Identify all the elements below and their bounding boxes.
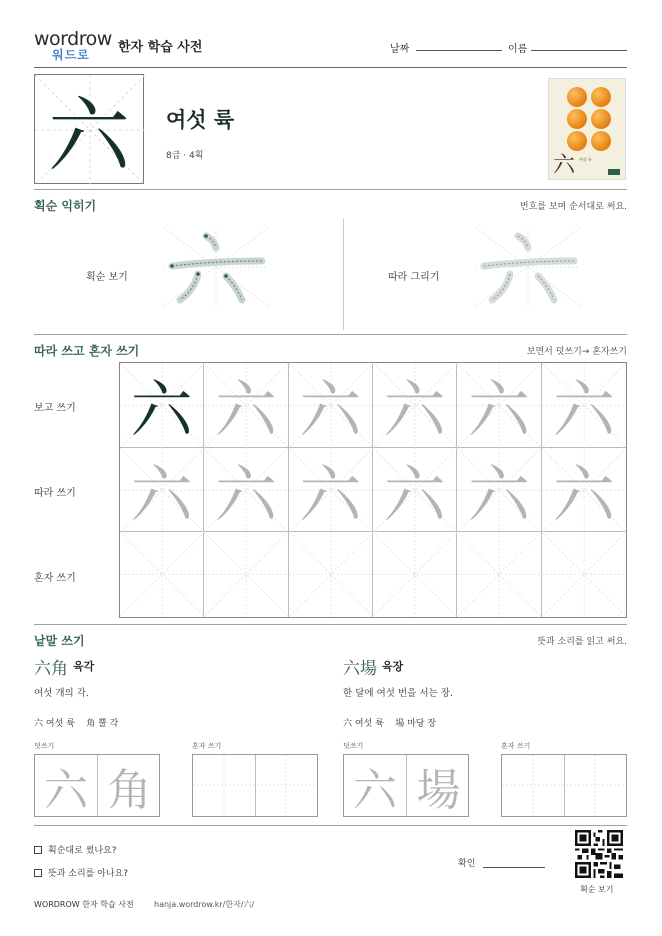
orange-icon: [591, 131, 611, 151]
guide-lines: [542, 532, 626, 617]
vocab-components: 六 여섯 륙 角 뿔 각: [34, 719, 119, 729]
date-blank[interactable]: [416, 50, 502, 51]
vocab-word: 六場: [343, 659, 377, 679]
practice-cell[interactable]: [373, 448, 457, 533]
section-divider: [34, 624, 627, 625]
name-label: 이름: [508, 44, 528, 55]
vocab-reading: 육각: [73, 660, 95, 673]
trace-character: 六: [467, 373, 530, 447]
confirm-blank[interactable]: [483, 867, 545, 868]
guide-lines: [120, 532, 204, 617]
trace-character: 六: [130, 457, 193, 531]
vocab-trace-box[interactable]: [343, 754, 469, 817]
guide-lines: [457, 532, 541, 617]
practice-cell[interactable]: [120, 532, 204, 617]
checklist-item-meaning[interactable]: [34, 866, 128, 879]
footer-url[interactable]: hanja.wordrow.kr/한자/六/: [154, 900, 255, 909]
practice-section-title: 따라 쓰고 혼자 쓰기: [34, 344, 140, 358]
trace-character: 六: [299, 373, 362, 447]
trace-character: 角: [107, 764, 152, 816]
checkbox-icon[interactable]: [34, 846, 42, 854]
vocab-word: 六角: [34, 659, 68, 679]
stroke-divider: [343, 218, 344, 330]
row-label-view: 보고 쓰기: [34, 403, 76, 414]
thumbnail-tag: [608, 169, 620, 175]
word-cell[interactable]: [35, 755, 98, 816]
practice-cell[interactable]: [457, 532, 541, 617]
trace-character: 六: [383, 457, 446, 531]
qr-caption: 획순 보기: [580, 885, 614, 894]
trace-character: 六: [552, 457, 615, 531]
trace-character: 六: [552, 373, 615, 447]
orange-icon: [591, 87, 611, 107]
trace-character: 六: [214, 457, 277, 531]
checklist-text: 뜻과 소리를 아나요?: [48, 869, 129, 879]
row-label-trace: 따라 쓰기: [34, 488, 76, 499]
stroke-view-label: 획순 보기: [86, 272, 128, 283]
vocab-meaning: 여섯 개의 각.: [34, 688, 89, 699]
vocab-solo-box[interactable]: [501, 754, 627, 817]
vocab-section-note: 뜻과 소리를 읽고 써요.: [537, 637, 627, 647]
practice-cell[interactable]: [373, 532, 457, 617]
orange-icon: [591, 109, 611, 129]
practice-cell[interactable]: [120, 363, 204, 448]
thumbnail-character: 六: [553, 153, 576, 178]
word-cell[interactable]: [502, 755, 565, 816]
header-divider: [34, 67, 627, 68]
name-blank[interactable]: [531, 50, 627, 51]
word-cell[interactable]: [98, 755, 161, 816]
checklist-item-strokes[interactable]: [34, 843, 117, 856]
row-label-solo: 혼자 쓰기: [34, 573, 76, 584]
stroke-section-note: 번호를 보며 순서대로 써요.: [519, 202, 627, 212]
solo-label: 혼자 쓰기: [192, 742, 222, 750]
vocab-reading: 육장: [382, 660, 404, 673]
trace-character: 六: [353, 764, 397, 816]
checkbox-icon[interactable]: [34, 869, 42, 877]
dictionary-title: 한자 학습 사전: [118, 40, 203, 55]
date-label: 날짜: [390, 44, 410, 55]
practice-cell[interactable]: [457, 363, 541, 448]
section-divider: [34, 825, 627, 826]
trace-character: 六: [214, 373, 277, 447]
practice-cell[interactable]: [289, 532, 373, 617]
practice-cell[interactable]: [542, 448, 626, 533]
illustration-thumbnail: [548, 78, 626, 180]
trace-character: 六: [299, 457, 362, 531]
guide-lines: [204, 532, 288, 617]
trace-label: 덧쓰기: [34, 742, 55, 750]
logo-korean-text: 워드로: [52, 48, 90, 62]
practice-cell[interactable]: [120, 448, 204, 533]
trace-label: 덧쓰기: [343, 742, 364, 750]
character-title: 여섯 륙: [166, 108, 235, 132]
trace-stroke-label: 따라 그리기: [388, 272, 440, 283]
grade-strokes: 8급 · 4획: [166, 151, 204, 161]
word-cell[interactable]: [193, 755, 256, 816]
vocab-meaning: 한 달에 여섯 번을 서는 장.: [343, 688, 453, 699]
guide-lines: [373, 532, 457, 617]
practice-cell[interactable]: [204, 363, 288, 448]
practice-cell[interactable]: [542, 363, 626, 448]
trace-drawing-area[interactable]: [476, 228, 580, 306]
section-divider: [34, 334, 627, 335]
practice-section-note: 보면서 덧쓰기→ 혼자쓰기: [526, 347, 627, 357]
word-cell[interactable]: [407, 755, 470, 816]
stroke-order-diagram: [164, 228, 268, 306]
practice-cell[interactable]: [289, 363, 373, 448]
vocab-section-title: 낱말 쓰기: [34, 634, 85, 648]
logo-text: wordrow: [34, 28, 112, 50]
vocab-solo-box[interactable]: [192, 754, 318, 817]
practice-cell[interactable]: [542, 532, 626, 617]
practice-cell[interactable]: [457, 448, 541, 533]
trace-character: 六: [467, 457, 530, 531]
checklist-text: 획순대로 썼나요?: [48, 846, 117, 856]
vocab-trace-box[interactable]: [34, 754, 160, 817]
thumbnail-caption: 여섯 륙: [579, 157, 592, 162]
footer-brand: WORDROW 한자 학습 사전: [34, 900, 134, 909]
wordrow-logo[interactable]: [34, 28, 114, 64]
trace-character: 六: [383, 373, 446, 447]
word-cell[interactable]: [344, 755, 407, 816]
main-character-box: [34, 74, 144, 184]
model-character: 六: [130, 373, 193, 447]
section-divider: [34, 189, 627, 190]
main-character: 六: [47, 88, 130, 184]
orange-icon: [567, 109, 587, 129]
trace-character: 場: [416, 764, 461, 816]
guide-lines: [289, 532, 373, 617]
solo-label: 혼자 쓰기: [501, 742, 531, 750]
vocab-components: 六 여섯 륙 場 마당 장: [343, 719, 437, 729]
stroke-section-title: 획순 익히기: [34, 199, 97, 213]
practice-cell[interactable]: [289, 448, 373, 533]
confirm-label: 확인: [458, 859, 476, 869]
practice-cell[interactable]: [204, 448, 288, 533]
trace-character: 六: [44, 764, 88, 816]
practice-cell[interactable]: [204, 532, 288, 617]
orange-icon: [567, 87, 587, 107]
practice-cell[interactable]: [373, 363, 457, 448]
qr-code-icon[interactable]: [575, 830, 623, 878]
practice-grid: [119, 362, 627, 618]
